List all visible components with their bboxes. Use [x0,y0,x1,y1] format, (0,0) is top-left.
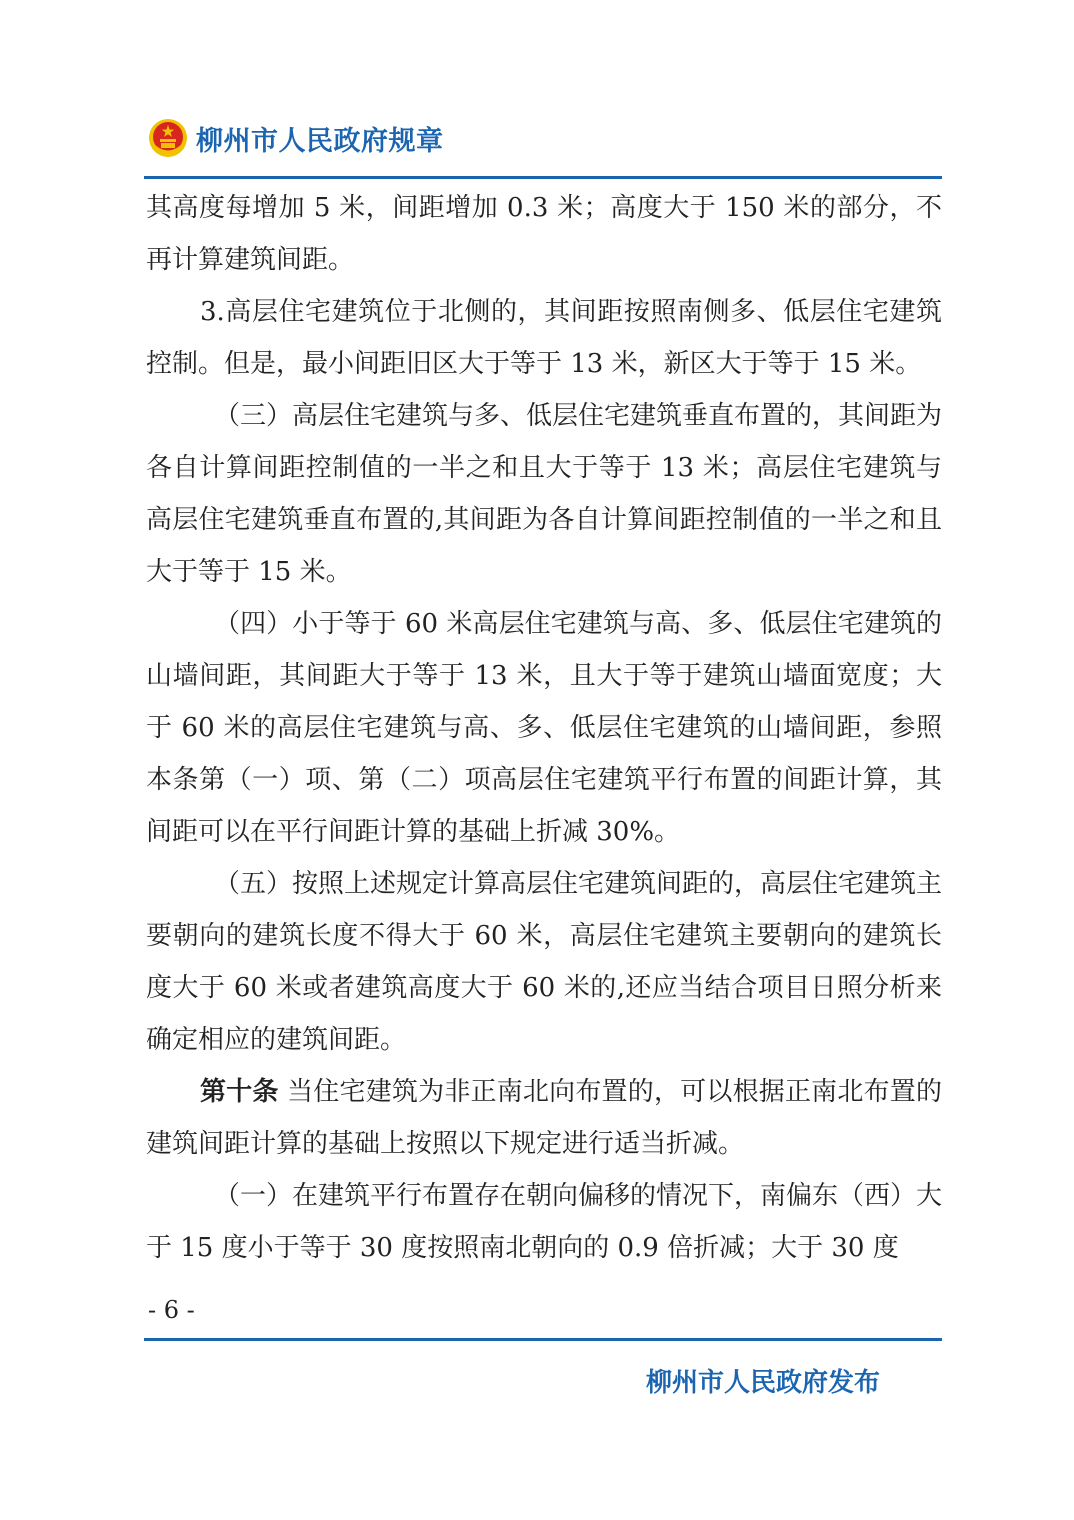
paragraph-continued: 其高度每增加 5 米，间距增加 0.3 米；高度大于 150 米的部分，不再计算建筑间距。 [146,193,942,275]
header-title: 柳州市人民政府规章 [196,125,444,157]
paragraph-item-san: （三）高层住宅建筑与多、低层住宅建筑垂直布置的，其间距为各自计算间距控制值的一半之和且大于等于 13 米；高层住宅建筑与高层住宅建筑垂直布置的,其间距为各自计算间距控制值的一半之和且大于等于 15 米。 [146,401,943,587]
national-emblem-icon [148,118,188,158]
document-body [146,182,942,1274]
article-ten-text: 当住宅建筑为非正南北向布置的，可以根据正南北布置的建筑间距计算的基础上按照以下规定进行适当折减。 [146,1077,942,1159]
article-ten-heading: 第十条 [200,1077,279,1107]
paragraph-item-si: （四）小于等于 60 米高层住宅建筑与高、多、低层住宅建筑的山墙间距，其间距大于等于 13 米，且大于等于建筑山墙面宽度；大于 60 米的高层住宅建筑与高、多、低层住宅建筑的山墙间距，参照本条第（一）项、第（二）项高层住宅建筑平行布置的间距计算，其间距可以在平行间距计算的基础上折减 30%。 [146,609,942,847]
paragraph-item-wu: （五）按照上述规定计算高层住宅建筑间距的，高层住宅建筑主要朝向的建筑长度不得大于 60 米，高层住宅建筑主要朝向的建筑长度大于 60 米或者建筑高度大于 60 米的,还应当结合项目日照分析来确定相应的建筑间距。 [146,869,943,1055]
page-header [148,112,948,164]
paragraph-item-yi: （一）在建筑平行布置存在朝向偏移的情况下，南偏东（西）大于 15 度小于等于 30 度按照南北朝向的 0.9 倍折减；大于 30 度 [146,1181,943,1263]
footer-publisher: 柳州市人民政府发布 [646,1368,881,1398]
footer-divider [144,1338,942,1341]
paragraph-item-3: 3.高层住宅建筑位于北侧的，其间距按照南侧多、低层住宅建筑控制。但是，最小间距旧区大于等于 13 米，新区大于等于 15 米。 [146,297,942,379]
header-divider [144,176,942,179]
page-number: - 6 - [148,1296,195,1324]
article-ten [146,1066,942,1170]
